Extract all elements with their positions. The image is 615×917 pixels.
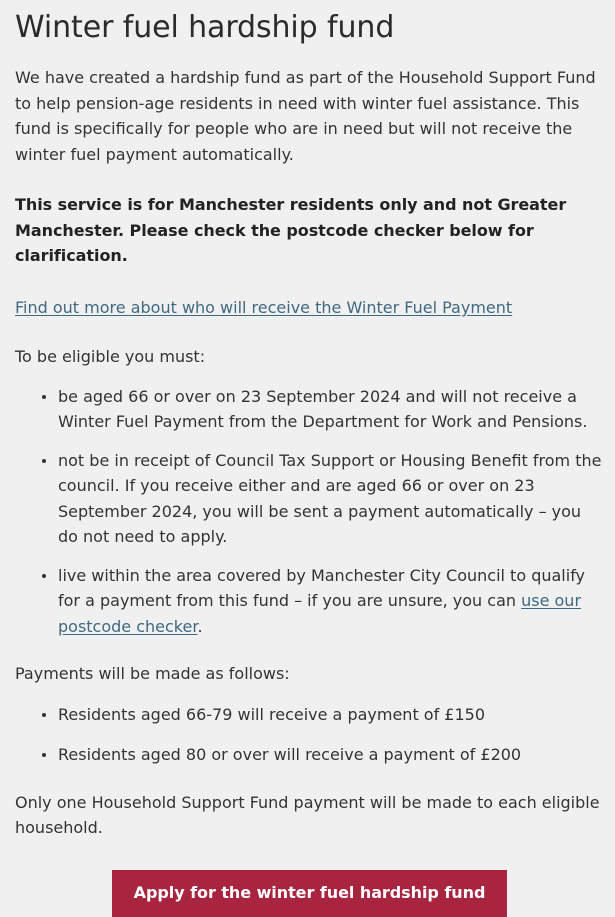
winter-fuel-payment-info-link[interactable]: Find out more about who will receive the Winter Fuel Payment — [15, 297, 513, 317]
payment-item-text: Residents aged 80 or over will receive a payment of £200 — [58, 745, 522, 764]
single-payment-note: Only one Household Support Fund payment will be made to each eligible household. — [15, 792, 600, 837]
apply-button-container — [15, 870, 604, 917]
payment-item-text: Residents aged 66-79 will receive a payment of £150 — [58, 704, 486, 724]
more-info-link-block — [15, 295, 604, 321]
postcode-checker-link[interactable]: use our postcode checker — [58, 591, 582, 636]
list-item — [15, 448, 604, 550]
list-item — [15, 384, 604, 435]
residency-notice: This service is for Manchester residents only and not Greater Manchester. Please check the postcode checker below for clarification. — [15, 195, 567, 265]
eligibility-list — [15, 384, 604, 640]
intro-paragraph: We have created a hardship fund as part of the Household Support Fund to help pension-age residents in need with winter fuel assistance. This fund is specifically for people who are in need but will not receive the winter fuel payment automatically. — [15, 68, 596, 164]
apply-button[interactable]: Apply for the winter fuel hardship fund — [112, 870, 508, 917]
page-title: Winter fuel hardship fund — [15, 10, 395, 45]
payments-lead-in: Payments will be made as follows: — [15, 664, 290, 683]
eligibility-item-text-after: . — [197, 616, 203, 636]
eligibility-item-text: be aged 66 or over on 23 September 2024 and will not receive a Winter Fuel Payment from the Department for Work and Pensions. — [58, 386, 588, 431]
payments-list — [15, 702, 604, 768]
list-item — [15, 702, 604, 728]
eligibility-item-text: not be in receipt of Council Tax Support or Housing Benefit from the council. If you receive either and are aged 66 or over on 23 September 2024, you will be sent a payment automatically – you do not need to apply. — [58, 450, 602, 546]
eligibility-lead-in: To be eligible you must: — [15, 347, 206, 366]
list-item — [15, 742, 604, 768]
list-item — [15, 563, 604, 640]
eligibility-item-text-before: live within the area covered by Manchester City Council to qualify for a payment from this fund – if you are unsure, you can — [58, 565, 586, 610]
